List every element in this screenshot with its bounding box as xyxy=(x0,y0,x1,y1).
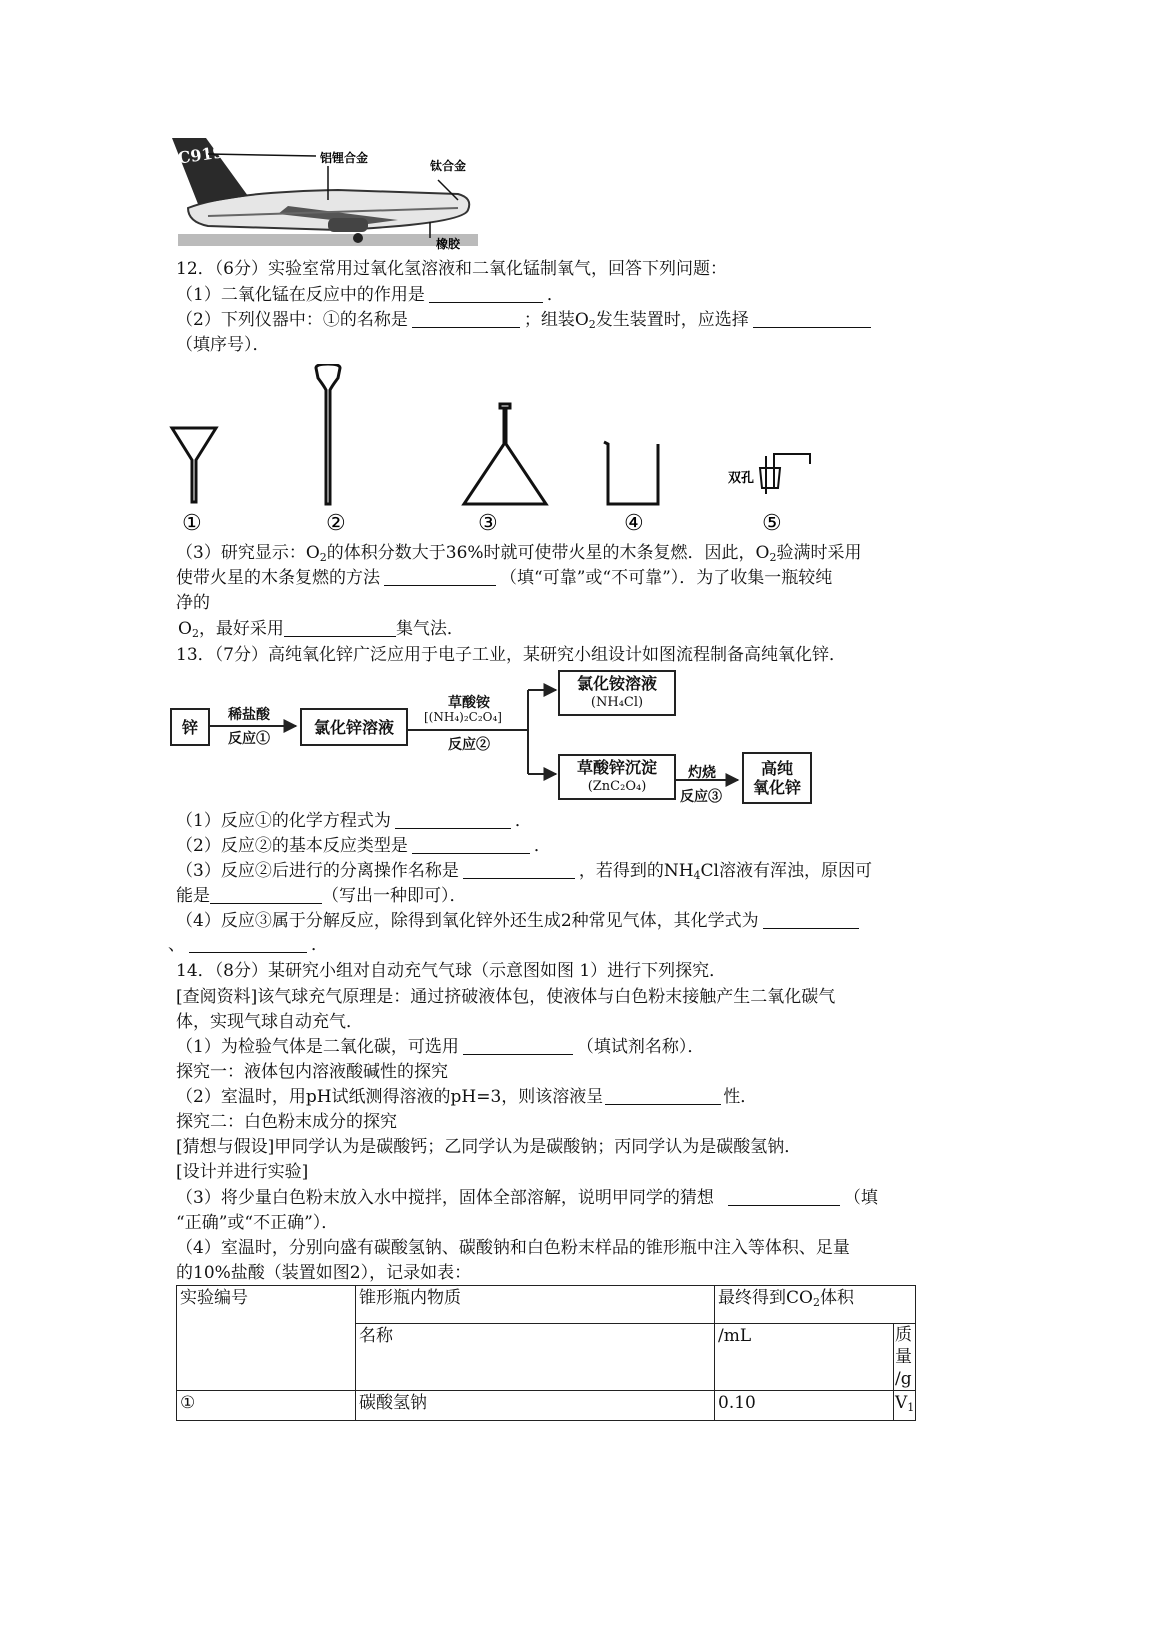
table-cell-volume-text: V xyxy=(895,1393,908,1413)
flow-box-nh4cl xyxy=(558,670,676,716)
flow-box-zinc xyxy=(170,708,210,746)
landing-gear xyxy=(353,233,363,243)
table-cell-name xyxy=(356,1391,715,1421)
long-neck-funnel-icon xyxy=(316,364,340,504)
flow-label-r1: 反应① xyxy=(228,731,270,747)
q13-part4-text: （4）反应③属于分解反应，除得到氧化锌外还生成2种常见气体，其化学式为 xyxy=(176,911,759,931)
q13-part2 xyxy=(176,835,551,857)
q14-design: [设计并进行实验] xyxy=(176,1162,309,1182)
q14-part2 xyxy=(176,1086,757,1108)
q14-guess: [猜想与假设]甲同学认为是碳酸钙；乙同学认为是碳酸钠；丙同学认为是碳酸氢钠． xyxy=(176,1137,802,1157)
q12-part3-text-a: （3）研究显示：O xyxy=(176,543,320,563)
q14-part2-text: （2）室温时，用pH试纸测得溶液的pH=3，则该溶液呈 xyxy=(176,1087,604,1107)
q12-part3: （3）研究显示：$O_2$的体积分数大于36%时就可使带火星的木条复燃．因此，$O_2$验满时采用 xyxy=(176,543,862,564)
q14-part3-line2: “正确”或“不正确”）． xyxy=(176,1213,339,1233)
flow-label-oxalate: 草酸铵 xyxy=(448,695,490,711)
q14-part1-end: （填试剂名称）． xyxy=(576,1037,705,1057)
q13-part2-end: ． xyxy=(533,836,551,856)
flow-label-r2: 反应② xyxy=(448,737,490,753)
q12-part3-line3: 净的 xyxy=(176,593,210,613)
beaker-icon xyxy=(604,442,658,504)
table-header-name-text: 名称 xyxy=(359,1326,393,1346)
q13-answer-blank-3[interactable] xyxy=(463,861,575,879)
stopper-label: 双孔 xyxy=(728,471,755,486)
q14-info-line1: [查阅资料]该气球充气原理是：通过挤破液体包，使液体与白色粉末接触产生二氧化碳气 xyxy=(176,987,836,1007)
q12-part1-text: （1）二氧化锰在反应中的作用是 xyxy=(176,285,425,305)
table-header-substance xyxy=(356,1286,715,1324)
ground-shadow xyxy=(178,234,478,246)
table-header-mass-2: 量 xyxy=(895,1347,912,1367)
flow-zno-text-1: 高纯 xyxy=(760,759,793,778)
q12-part3-text-c: 验满时采用 xyxy=(776,543,862,563)
q12-part3-text-i: 集气法． xyxy=(395,619,464,639)
q14-exploration-1: 探究一：液体包内溶液酸碱性的探究 xyxy=(176,1062,448,1082)
flow-chart xyxy=(166,670,826,810)
table-header-mass xyxy=(894,1324,916,1391)
instrument-label-3: ③ xyxy=(478,511,498,536)
flow-label-acid: 稀盐酸 xyxy=(228,707,270,723)
flow-nh4cl-formula: (NH₄Cl) xyxy=(590,695,644,710)
q13-part4 xyxy=(176,910,863,932)
q13-part3-text-a: （3）反应②后进行的分离操作名称是 xyxy=(176,861,459,881)
two-hole-stopper-icon xyxy=(760,454,810,494)
table-header-unit-text: /mL xyxy=(718,1326,752,1346)
q14-answer-blank-3[interactable] xyxy=(728,1188,840,1206)
q13-part4-end: ． xyxy=(311,935,328,955)
table-header-volume: 最终得到$CO_2$体积 xyxy=(715,1286,916,1324)
flow-znox-formula: (ZnC₂O₄) xyxy=(587,779,647,794)
table-cell-mass-value-text: 0.10 xyxy=(718,1393,756,1413)
q12-part3-text-d: 使带火星的木条复燃的方法 xyxy=(176,568,380,588)
table-cell-no-text: ① xyxy=(180,1393,196,1413)
q13-part1 xyxy=(176,810,532,832)
q12-part2-text-b: ；组装O xyxy=(523,310,589,330)
tail-text: C919 xyxy=(176,142,225,168)
table-header-volume-text2: 体积 xyxy=(819,1288,854,1308)
q12-answer-blank-4[interactable] xyxy=(384,568,496,586)
flow-box-zncl2 xyxy=(300,708,408,746)
q13-part3-text-d: 能是 xyxy=(176,886,210,906)
label-ti-alloy: 钛合金 xyxy=(430,159,467,173)
q14-answer-blank-2[interactable] xyxy=(605,1087,721,1105)
q12-answer-blank-3[interactable] xyxy=(753,310,871,328)
table-header-volume-text: 最终得到CO xyxy=(718,1288,813,1308)
instruments-figure xyxy=(166,364,826,544)
table-cell-volume xyxy=(894,1391,916,1421)
label-al-li-alloy: 铝锂合金 xyxy=(320,151,369,165)
q14-stem: 14．（8分）某研究小组对自动充气气球（示意图如图 1）进行下列探究． xyxy=(176,961,727,981)
q12-part3-text-g: O xyxy=(178,619,192,639)
table-header-no xyxy=(177,1286,356,1391)
q14-part4-line1: （4）室温时，分别向盛有碳酸氢钠、碳酸钠和白色粉末样品的锥形瓶中注入等体积、足量 xyxy=(176,1238,850,1258)
instrument-label-5: ⑤ xyxy=(762,511,782,536)
q13-answer-blank-2[interactable] xyxy=(412,836,530,854)
q12-part2-text-a: （2）下列仪器中：①的名称是 xyxy=(176,310,408,330)
q12-part3-text-h: ，最好采用 xyxy=(198,619,284,639)
q13-part1-end: ． xyxy=(514,811,532,831)
flow-zno-text-2: 氧化锌 xyxy=(752,778,801,797)
q12-part3-line4: $O_2$，最好采用 集气法． xyxy=(178,619,464,640)
flow-znox-text: 草酸锌沉淀 xyxy=(576,758,657,777)
q13-part3-line2 xyxy=(176,885,467,907)
q13-answer-blank-1[interactable] xyxy=(395,811,511,829)
flow-box-znox xyxy=(558,754,676,800)
table-header-substance-text: 锥形瓶内物质 xyxy=(359,1288,461,1308)
q14-part3 xyxy=(176,1187,878,1209)
flow-box-zno xyxy=(742,752,812,804)
table-cell-name-text: 碳酸氢钠 xyxy=(359,1393,427,1413)
q14-answer-blank-1[interactable] xyxy=(463,1037,573,1055)
instrument-label-2: ② xyxy=(326,511,346,536)
q13-part2-text: （2）反应②的基本反应类型是 xyxy=(176,836,408,856)
table-header-mass-3: /g xyxy=(895,1369,912,1389)
flow-nh4cl-text: 氯化铵溶液 xyxy=(576,674,657,693)
q13-answer-blank-4[interactable] xyxy=(210,886,322,904)
q14-part1 xyxy=(176,1036,704,1058)
instrument-label-4: ④ xyxy=(624,511,644,536)
q12-part1 xyxy=(176,284,564,306)
engine xyxy=(328,218,368,232)
table-cell-no xyxy=(177,1391,356,1421)
q12-answer-blank-2[interactable] xyxy=(412,310,520,328)
q12-answer-blank-1[interactable] xyxy=(429,285,543,303)
q14-info-line2: 体，实现气球自动充气． xyxy=(176,1012,363,1032)
q12-stem: 12．（6分）实验室常用过氧化氢溶液和二氧化锰制氧气，回答下列问题： xyxy=(176,259,727,279)
q14-part3-text-b: （填 xyxy=(843,1188,878,1208)
q12-part2-cont: （填序号）． xyxy=(176,335,270,355)
q13-part3-text-c: Cl溶液有浑浊，原因可 xyxy=(700,861,872,881)
funnel-icon xyxy=(172,428,216,502)
q13-part4-sep: 、 xyxy=(168,935,185,955)
flow-zinc-text: 锌 xyxy=(181,717,198,737)
table-cell-volume-sub: 1 xyxy=(907,1401,915,1414)
q13-part3: （3）反应②后进行的分离操作名称是 ，若得到的$NH_4Cl$溶液有浑浊，原因可 xyxy=(176,861,872,882)
q12-part1-end: ． xyxy=(546,285,564,305)
q13-part4-line2 xyxy=(168,934,328,956)
q14-exploration-2: 探究二：白色粉末成分的探究 xyxy=(176,1112,397,1132)
q13-answer-blank-6[interactable] xyxy=(189,935,307,953)
q12-part3-line2 xyxy=(176,567,832,589)
table-header-row xyxy=(177,1286,916,1324)
table-header-name xyxy=(356,1324,715,1391)
q12-part2: （2）下列仪器中：①的名称是 ；组装$O_2$发生装置时，应选择 xyxy=(176,309,875,336)
q13-stem: 13．（7分）高纯氧化锌广泛应用于电子工业，某研究小组设计如图流程制备高纯氧化锌． xyxy=(176,645,846,665)
table-header-mass-1: 质 xyxy=(895,1325,912,1345)
q12-part3-text-b: 的体积分数大于36%时就可使带火星的木条复燃．因此，O xyxy=(326,543,770,563)
q14-part4-line2: 的10%盐酸（装置如图2），记录如表： xyxy=(176,1263,472,1283)
q14-part1-text: （1）为检验气体是二氧化碳，可选用 xyxy=(176,1037,459,1057)
q13-part1-text: （1）反应①的化学方程式为 xyxy=(176,811,391,831)
q13-part3-text-b: ，若得到的NH xyxy=(578,861,694,881)
label-rubber: 橡胶 xyxy=(436,237,461,251)
table-header-no-text: 实验编号 xyxy=(180,1288,248,1308)
table-header-unit xyxy=(715,1324,894,1391)
table-row xyxy=(177,1391,916,1421)
q14-part2-end: 性． xyxy=(723,1087,758,1107)
q12-part2-text-c: 发生装置时，应选择 xyxy=(595,310,749,330)
table-cell-mass-value xyxy=(715,1391,894,1421)
erlenmeyer-flask-icon xyxy=(464,404,546,504)
airplane-figure xyxy=(168,134,508,254)
q13-part3-text-e: （写出一种即可）． xyxy=(322,886,467,906)
flow-label-r3: 反应③ xyxy=(680,789,722,805)
q12-part3-text-e: （填“可靠”或“不可靠”）．为了收集一瓶较纯 xyxy=(500,568,833,588)
leader-line-al xyxy=(208,154,316,156)
instrument-label-1: ① xyxy=(182,511,202,536)
q14-part3-text-a: （3）将少量白色粉末放入水中搅拌，固体全部溶解，说明甲同学的猜想 xyxy=(176,1188,714,1208)
flow-label-burn: 灼烧 xyxy=(688,765,716,781)
flow-label-oxalate-formula: [(NH₄)₂C₂O₄] xyxy=(424,710,502,724)
q13-answer-blank-5[interactable] xyxy=(763,911,859,929)
q12-answer-blank-5[interactable] xyxy=(284,619,396,637)
experiment-table xyxy=(176,1285,916,1421)
flow-zncl2-text: 氯化锌溶液 xyxy=(313,717,394,737)
